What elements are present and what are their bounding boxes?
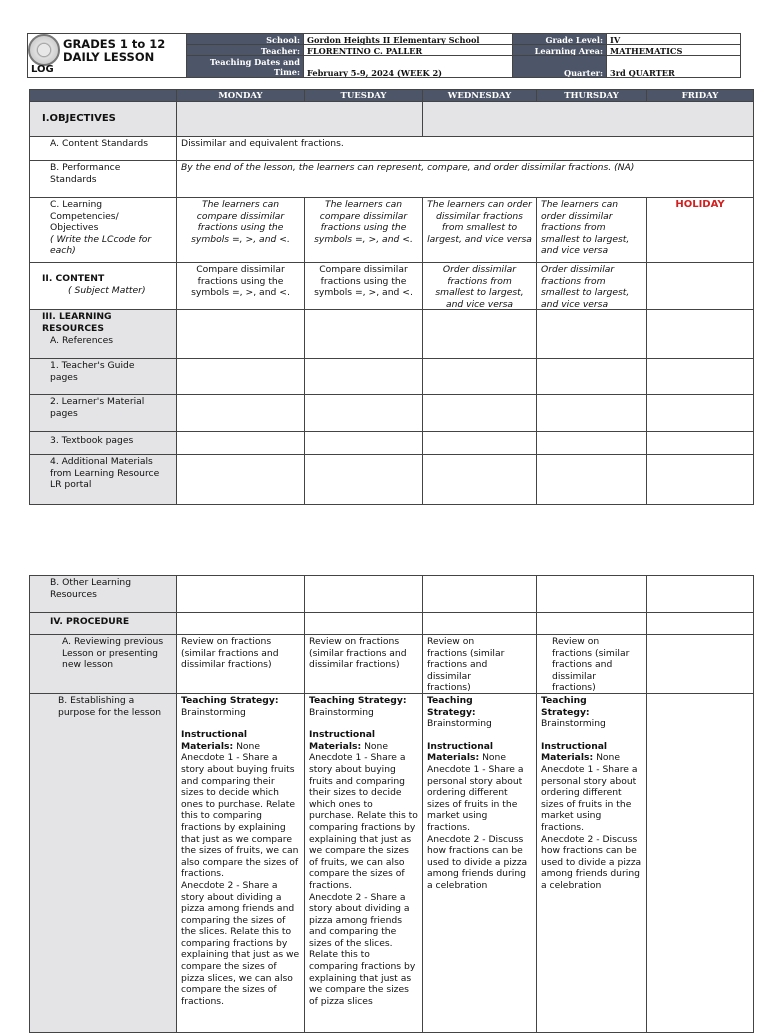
school-value: Gordon Heights II Elementary School bbox=[303, 33, 513, 45]
content-note: ( Subject Matter) bbox=[68, 284, 146, 296]
tg-thursday bbox=[536, 358, 647, 395]
references-label: A. References bbox=[50, 335, 114, 347]
dll-title-line3: LOG bbox=[31, 64, 54, 75]
lm-wednesday bbox=[422, 394, 537, 432]
content-label-cell bbox=[29, 262, 177, 310]
lm-thursday bbox=[536, 394, 647, 432]
olr-tuesday bbox=[304, 575, 423, 613]
competencies-label-cell bbox=[29, 197, 177, 263]
tg-friday bbox=[646, 358, 754, 395]
purpose-body-monday: Anecdote 1 - Share a story about buying fruits and comparing their sizes to decide which ones to purchase. Relate this to comparing fractions by explaining that just as we compare the sizes of fruits, we can also compare the sizes of fractions. Anecdote 2 - Share a story about dividing a pizza among friends and comparing the sizes of the slices. Relate this to comparing fractions by explaining that just as we compare the sizes of pizza slices, we can also compare the sizes of fractions. bbox=[181, 752, 300, 1007]
purpose-body-wednesday: Anecdote 1 - Share a personal story about ordering different sizes of fruits in the market using fractions. Anecdote 2 - Discuss how fractions can be used to divide a pizza among friends during a celebration bbox=[427, 763, 528, 891]
olr-friday bbox=[646, 575, 754, 613]
other-resources-label: B. Other Learning Resources bbox=[29, 575, 177, 613]
reviewing-wednesday: Review on fractions (similar fractions and dissimilar fractions) bbox=[422, 634, 537, 694]
materials-value: None bbox=[596, 752, 621, 764]
strategy-value: Brainstorming bbox=[181, 706, 246, 718]
grade-value: IV bbox=[606, 33, 741, 45]
content-label: II. CONTENT bbox=[42, 273, 105, 284]
reviewing-monday: Review on fractions (similar fractions and dissimilar fractions) bbox=[176, 634, 305, 694]
tb-wednesday bbox=[422, 431, 537, 455]
proc-thursday bbox=[536, 612, 647, 635]
dll-title-line2: DAILY LESSON bbox=[63, 50, 155, 64]
olr-wednesday bbox=[422, 575, 537, 613]
objectives-blank-2 bbox=[422, 101, 754, 137]
lr-wednesday bbox=[422, 309, 537, 359]
competency-thursday: The learners can order dissimilar fractions from smallest to largest, and vice versa bbox=[536, 197, 647, 263]
reviewing-tuesday: Review on fractions (similar fractions and dissimilar fractions) bbox=[304, 634, 423, 694]
strategy-value: Brainstorming bbox=[427, 718, 492, 730]
purpose-wednesday bbox=[422, 693, 537, 1033]
competency-wednesday: The learners can order dissimilar fractions from smallest to largest, and vice versa bbox=[422, 197, 537, 263]
proc-tuesday bbox=[304, 612, 423, 635]
materials-label: Instructional Materials: bbox=[309, 729, 376, 752]
tb-thursday bbox=[536, 431, 647, 455]
day-tuesday: TUESDAY bbox=[304, 89, 423, 102]
school-label: School: bbox=[186, 33, 304, 45]
strategy-label: Teaching Strategy: bbox=[309, 695, 407, 706]
holiday-label: HOLIDAY bbox=[646, 197, 754, 263]
proc-wednesday bbox=[422, 612, 537, 635]
competency-monday: The learners can compare dissimilar fractions using the symbols =, >, and <. bbox=[176, 197, 305, 263]
performance-standards-value: By the end of the lesson, the learners can represent, compare, and order dissimilar fractions. (NA) bbox=[176, 160, 754, 198]
reviewing-thursday: Review on fractions (similar fractions and dissimilar fractions) bbox=[536, 634, 647, 694]
dates-value: February 5-9, 2024 (WEEK 2) bbox=[303, 55, 513, 78]
day-monday: MONDAY bbox=[176, 89, 305, 102]
purpose-label: B. Establishing a purpose for the lesson bbox=[29, 693, 177, 1033]
teacher-value: FLORENTINO C. PALLER bbox=[303, 44, 513, 56]
materials-value: None bbox=[236, 740, 261, 752]
tg-wednesday bbox=[422, 358, 537, 395]
strategy-value: Brainstorming bbox=[309, 706, 374, 718]
content-monday: Compare dissimilar fractions using the symbols =, >, and <. bbox=[176, 262, 305, 310]
objectives-blank-1 bbox=[176, 101, 423, 137]
proc-friday bbox=[646, 612, 754, 635]
content-standards-label: A. Content Standards bbox=[29, 136, 177, 161]
additional-materials-label: 4. Additional Materials from Learning Resource LR portal bbox=[29, 454, 177, 505]
materials-label: Instructional Materials: bbox=[181, 729, 248, 752]
proc-monday bbox=[176, 612, 305, 635]
quarter-label: Quarter: bbox=[512, 55, 607, 78]
teacher-label: Teacher: bbox=[186, 44, 304, 56]
purpose-thursday bbox=[536, 693, 647, 1033]
content-thursday: Order dissimilar fractions from smallest to largest, and vice versa bbox=[536, 262, 647, 310]
content-friday bbox=[646, 262, 754, 310]
quarter-value: 3rd QUARTER bbox=[606, 55, 741, 78]
materials-value: None bbox=[364, 740, 389, 752]
strategy-label: Teaching Strategy: bbox=[541, 695, 590, 718]
lr-monday bbox=[176, 309, 305, 359]
olr-thursday bbox=[536, 575, 647, 613]
am-friday bbox=[646, 454, 754, 505]
competency-tuesday: The learners can compare dissimilar fractions using the symbols =, >, and <. bbox=[304, 197, 423, 263]
tb-friday bbox=[646, 431, 754, 455]
olr-monday bbox=[176, 575, 305, 613]
materials-label: Instructional Materials: bbox=[541, 740, 608, 764]
dates-label: Teaching Dates and Time: bbox=[186, 55, 304, 78]
procedure-heading: IV. PROCEDURE bbox=[29, 612, 177, 635]
lm-tuesday bbox=[304, 394, 423, 432]
materials-label: Instructional Materials: bbox=[427, 740, 494, 764]
learning-resources-cell bbox=[29, 309, 177, 359]
textbook-label: 3. Textbook pages bbox=[29, 431, 177, 455]
reviewing-label: A. Reviewing previous Lesson or presenting new lesson bbox=[29, 634, 177, 694]
performance-standards-label: B. Performance Standards bbox=[29, 160, 177, 198]
tb-monday bbox=[176, 431, 305, 455]
area-value: MATHEMATICS bbox=[606, 44, 741, 56]
title-box bbox=[27, 33, 187, 78]
strategy-label: Teaching Strategy: bbox=[427, 695, 476, 718]
am-thursday bbox=[536, 454, 647, 505]
am-wednesday bbox=[422, 454, 537, 505]
tg-tuesday bbox=[304, 358, 423, 395]
purpose-tuesday bbox=[304, 693, 423, 1033]
reviewing-friday bbox=[646, 634, 754, 694]
area-label: Learning Area: bbox=[512, 44, 607, 56]
purpose-body-tuesday: Anecdote 1 - Share a story about buying fruits and comparing their sizes to decide which ones to purchase. Relate this to comparing fractions by explaining that just as we compare the sizes of fruits, we can also compare the sizes of fractions. Anecdote 2 - Share a story about dividing a pizza among friends and comparing the sizes of the slices. Relate this to comparing fractions by explaining that just as we compare the sizes of pizza slices bbox=[309, 752, 418, 1007]
strategy-value: Brainstorming bbox=[541, 718, 606, 730]
lr-tuesday bbox=[304, 309, 423, 359]
content-standards-value: Dissimilar and equivalent fractions. bbox=[176, 136, 754, 161]
learners-material-label: 2. Learner's Material pages bbox=[29, 394, 177, 432]
am-tuesday bbox=[304, 454, 423, 505]
purpose-monday bbox=[176, 693, 305, 1033]
competencies-label: C. Learning Competencies/ Objectives bbox=[50, 199, 119, 234]
grade-label: Grade Level: bbox=[512, 33, 607, 45]
tg-monday bbox=[176, 358, 305, 395]
am-monday bbox=[176, 454, 305, 505]
purpose-body-thursday: Anecdote 1 - Share a personal story about ordering different sizes of fruits in the market using fractions. Anecdote 2 - Discuss how fractions can be used to divide a pizza among friends during a celebration bbox=[541, 763, 642, 891]
lr-thursday bbox=[536, 309, 647, 359]
lr-friday bbox=[646, 309, 754, 359]
content-wednesday: Order dissimilar fractions from smallest to largest, and vice versa bbox=[422, 262, 537, 310]
competencies-note: ( Write the LCcode for each) bbox=[50, 233, 152, 257]
materials-value: None bbox=[482, 752, 507, 764]
objectives-heading: I.OBJECTIVES bbox=[29, 101, 177, 137]
day-wednesday: WEDNESDAY bbox=[422, 89, 537, 102]
purpose-friday bbox=[646, 693, 754, 1033]
strategy-label: Teaching Strategy: bbox=[181, 695, 279, 706]
learning-resources-heading: III. LEARNING RESOURCES bbox=[42, 311, 112, 334]
day-thursday: THURSDAY bbox=[536, 89, 647, 102]
teachers-guide-label: 1. Teacher's Guide pages bbox=[29, 358, 177, 395]
lm-friday bbox=[646, 394, 754, 432]
dll-title-line1: GRADES 1 to 12 bbox=[63, 37, 166, 51]
lm-monday bbox=[176, 394, 305, 432]
tb-tuesday bbox=[304, 431, 423, 455]
content-tuesday: Compare dissimilar fractions using the symbols =, >, and <. bbox=[304, 262, 423, 310]
day-friday: FRIDAY bbox=[646, 89, 754, 102]
